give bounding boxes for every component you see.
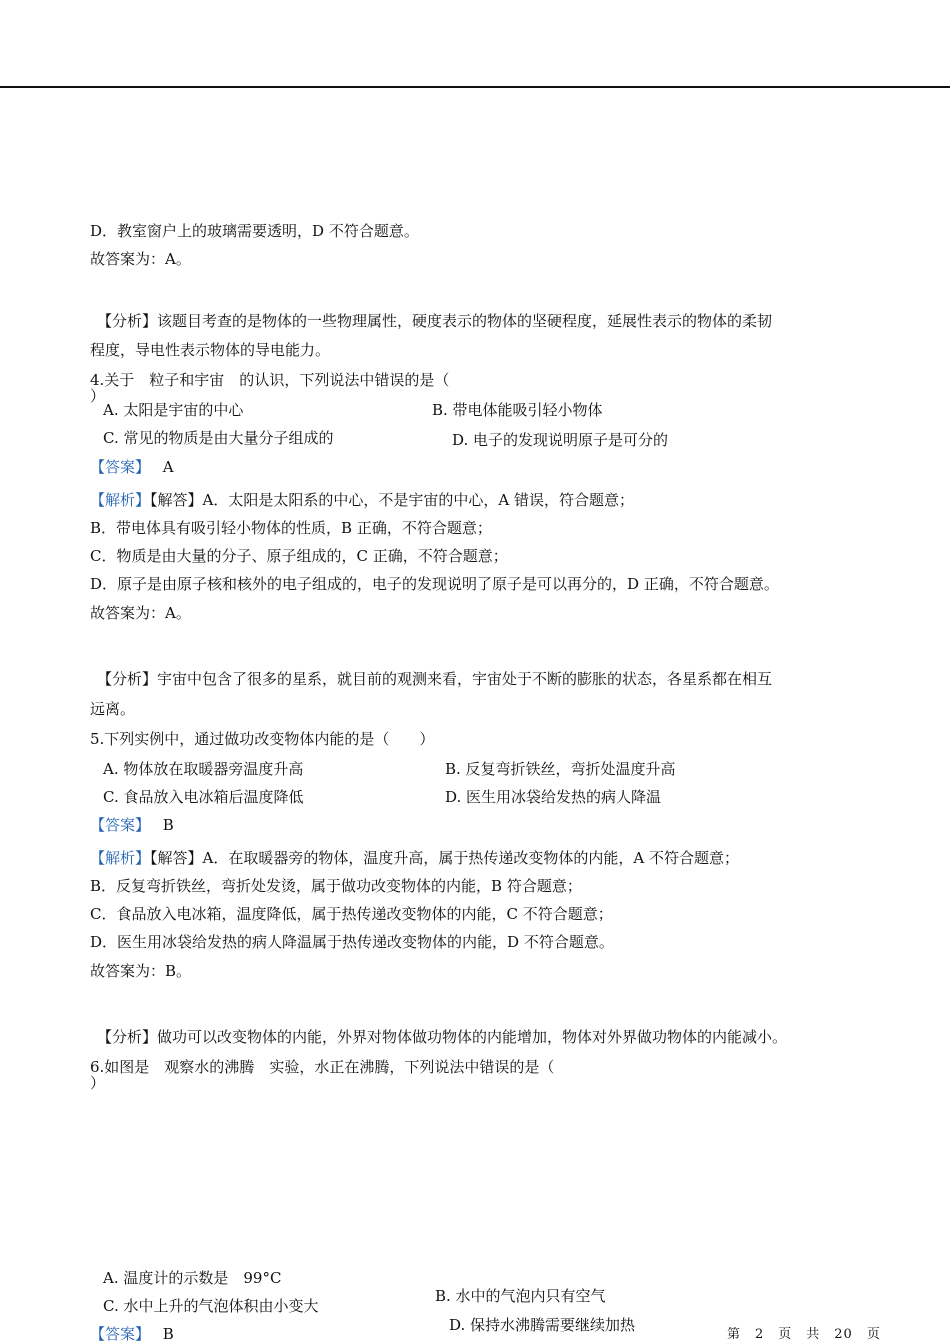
q5-jiexi-line2: B．反复弯折铁丝，弯折处发烫，属于做功改变物体的内能，B 符合题意； [90, 877, 582, 895]
q4-fenxi-line1: 【分析】宇宙中包含了很多的星系，就目前的观测来看，宇宙处于不断的膨胀的状态，各星系都在相互 [97, 670, 773, 688]
q4-jiexi-label: 【解析】 [90, 491, 151, 509]
q4-option-c: C. 常见的物质是由大量分子组成的 [103, 429, 334, 447]
q5-option-d: D. 医生用冰袋给发热的病人降温 [445, 788, 662, 806]
q6-stem: 6.如图是 观察水的沸腾 实验，水正在沸腾，下列说法中错误的是（ [90, 1058, 555, 1076]
q5-answer-label: 【答案】 [90, 816, 151, 834]
q5-jiexi-line3: C．食品放入电冰箱，温度降低，属于热传递改变物体的内能，C 不符合题意； [90, 905, 613, 923]
q4-jiexi-line1: 【解答】A．太阳是太阳系的中心，不是宇宙的中心，A 错误，符合题意； [150, 491, 634, 509]
q6-option-a: A. 温度计的示数是 99°C [103, 1269, 282, 1287]
q6-option-d: D. 保持水沸腾需要继续加热 [449, 1316, 636, 1334]
q5-jiexi-label: 【解析】 [90, 849, 151, 867]
q4-option-a: A. 太阳是宇宙的中心 [103, 401, 244, 419]
q4-option-b: B. 带电体能吸引轻小物体 [432, 401, 603, 419]
q5-jiexi-line1: 【解答】A．在取暖器旁的物体，温度升高，属于热传递改变物体的内能，A 不符合题意； [150, 849, 739, 867]
q4-stem: 4.关于 粒子和宇宙 的认识，下列说法中错误的是（ [90, 371, 450, 389]
q4-option-d: D. 电子的发现说明原子是可分的 [452, 431, 669, 449]
q6-answer-row [90, 1325, 174, 1343]
q6-stem-close: ） [90, 1074, 106, 1092]
q6-option-b: B. 水中的气泡内只有空气 [435, 1287, 606, 1305]
q5-jiexi-row [90, 849, 739, 867]
q5-stem: 5.下列实例中，通过做功改变物体内能的是（ ） [90, 730, 435, 748]
page-number: 第 2 页 共 20 页 [727, 1327, 881, 1342]
q5-option-a: A. 物体放在取暖器旁温度升高 [103, 760, 304, 778]
q4-jiexi-row [90, 491, 634, 509]
q6-answer-label: 【答案】 [90, 1325, 151, 1343]
q3-fenxi-line1: 【分析】该题目考查的是物体的一些物理属性，硬度表示的物体的坚硬程度，延展性表示的物体的柔韧 [97, 312, 773, 330]
q4-jiexi-line2: B．带电体具有吸引轻小物体的性质，B 正确，不符合题意； [90, 519, 492, 537]
q5-fenxi: 【分析】做功可以改变物体的内能，外界对物体做功物体的内能增加，物体对外界做功物体的内能减小。 [97, 1028, 788, 1046]
q4-answer-value: A [162, 458, 174, 476]
header-rule [0, 86, 950, 88]
q3-line-d: D．教室窗户上的玻璃需要透明，D 不符合题意。 [90, 222, 419, 240]
q5-conclusion: 故答案为：B。 [90, 962, 192, 980]
q5-answer-row [90, 816, 174, 834]
q5-jiexi-line4: D．医生用冰袋给发热的病人降温属于热传递改变物体的内能，D 不符合题意。 [90, 933, 614, 951]
q3-fenxi-line2: 程度，导电性表示物体的导电能力。 [90, 341, 331, 359]
q5-answer-value: B [162, 816, 174, 834]
q4-jiexi-line3: C．物质是由大量的分子、原子组成的，C 正确，不符合题意； [90, 547, 508, 565]
q4-answer-label: 【答案】 [90, 458, 151, 476]
q4-conclusion: 故答案为：A。 [90, 604, 191, 622]
q5-option-b: B. 反复弯折铁丝，弯折处温度升高 [445, 760, 676, 778]
q4-stem-close: ） [90, 387, 106, 405]
q4-answer-row [90, 458, 174, 476]
q4-fenxi-line2: 远离。 [90, 700, 136, 718]
q3-conclusion: 故答案为：A。 [90, 250, 191, 268]
q4-jiexi-line4: D．原子是由原子核和核外的电子组成的，电子的发现说明了原子是可以再分的，D 正确，不符合题意。 [90, 575, 779, 593]
q6-answer-value: B [162, 1325, 174, 1343]
q5-option-c: C. 食品放入电冰箱后温度降低 [103, 788, 304, 806]
q6-option-c: C. 水中上升的气泡体积由小变大 [103, 1297, 319, 1315]
